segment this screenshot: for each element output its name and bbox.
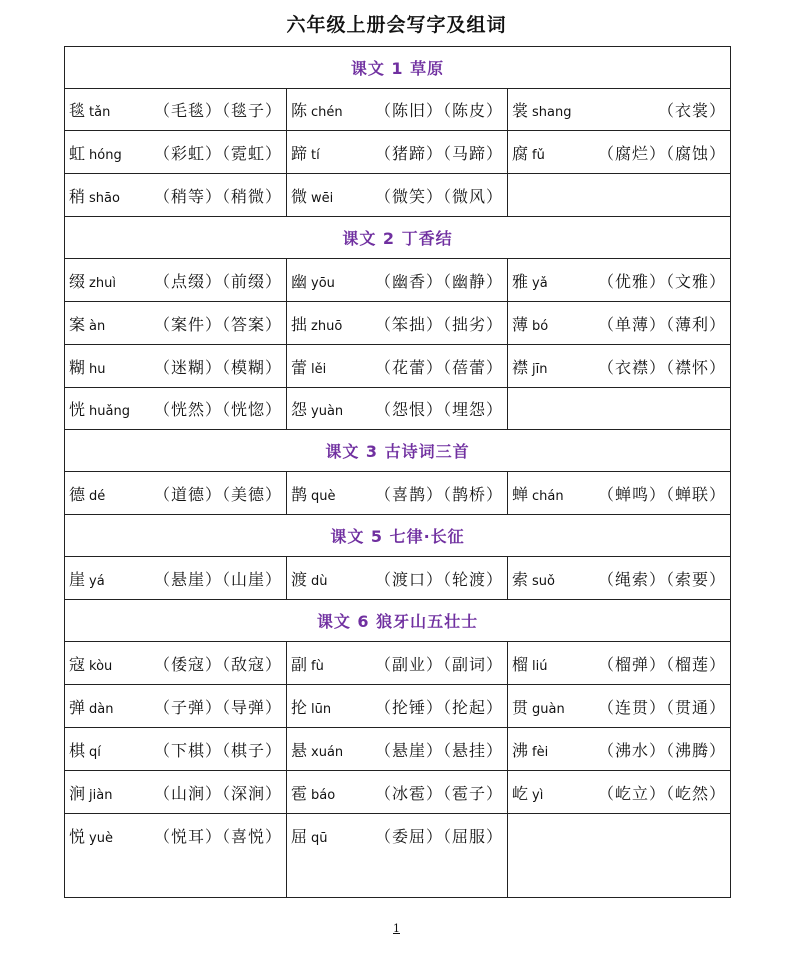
character: 屹: [512, 783, 529, 803]
character-with-pinyin: [69, 269, 116, 292]
lesson-header-row: [65, 47, 731, 89]
character-with-pinyin: [69, 355, 106, 378]
character: 悬: [291, 740, 308, 760]
word-row: [65, 302, 731, 345]
character-with-pinyin: [69, 695, 113, 718]
character-with-pinyin: [512, 482, 564, 505]
word-combinations: （点缀）（前缀）: [153, 271, 282, 291]
word-cell: [65, 472, 287, 515]
word-row: [65, 557, 731, 600]
character: 崖: [69, 569, 86, 589]
word-combinations: （恍然）（恍惚）: [153, 400, 282, 419]
pinyin: xuán: [311, 744, 344, 760]
character-with-pinyin: [69, 141, 122, 164]
character: 悦: [69, 827, 86, 846]
word-row: [65, 685, 731, 728]
character: 薄: [512, 314, 529, 334]
character: 毯: [69, 101, 86, 120]
word-combinations: （怨恨）（埋怨）: [374, 400, 503, 419]
character-with-pinyin: [69, 824, 113, 847]
word-combinations: （彩虹）（霓虹）: [153, 143, 282, 163]
word-combinations: （喜鹊）（鹊桥）: [374, 484, 503, 504]
word-cell: [65, 302, 287, 345]
word-combinations: （案件）（答案）: [153, 314, 282, 334]
character-with-pinyin: [69, 738, 101, 761]
pinyin: yá: [89, 573, 105, 589]
character-with-pinyin: [291, 695, 331, 718]
character: 榴: [512, 654, 529, 674]
character-with-pinyin: [291, 397, 343, 420]
word-row: [65, 174, 731, 217]
character-with-pinyin: [291, 652, 324, 675]
word-combinations: （腐烂）（腐蚀）: [597, 143, 726, 163]
word-combinations: （子弹）（导弹）: [153, 697, 282, 717]
word-cell: [287, 814, 508, 898]
word-cell: [287, 259, 508, 302]
pinyin: tǎn: [89, 105, 111, 120]
word-row: [65, 89, 731, 131]
word-cell: [65, 388, 287, 430]
character: 裳: [512, 101, 529, 120]
character-with-pinyin: [512, 652, 547, 675]
pinyin: yì: [532, 787, 544, 803]
character-with-pinyin: [291, 269, 335, 292]
character: 糊: [69, 357, 86, 377]
word-combinations: （道德）（美德）: [153, 484, 282, 504]
word-cell: [65, 89, 287, 131]
character: 抡: [291, 697, 308, 717]
word-combinations: （悬崖）（山崖）: [153, 569, 282, 589]
character: 怨: [291, 400, 308, 419]
character-with-pinyin: [512, 312, 548, 335]
word-cell: [65, 259, 287, 302]
pinyin: fèi: [532, 744, 549, 760]
word-combinations: （山涧）（深涧）: [153, 783, 282, 803]
pinyin: wēi: [311, 190, 334, 206]
lesson-header-row: [65, 430, 731, 472]
word-row: [65, 642, 731, 685]
word-combinations: （倭寇）（敌寇）: [153, 654, 282, 674]
character: 棋: [69, 740, 86, 760]
word-cell: [508, 642, 731, 685]
character: 陈: [291, 101, 308, 120]
character: 案: [69, 314, 86, 334]
word-cell: [65, 642, 287, 685]
character-with-pinyin: [69, 482, 105, 505]
character-with-pinyin: [69, 184, 120, 207]
character-with-pinyin: [512, 141, 545, 164]
character: 襟: [512, 357, 529, 377]
word-cell: [65, 814, 287, 898]
word-cell: [287, 771, 508, 814]
lesson-title: 课文 5 七律·长征: [65, 515, 731, 557]
word-cell: [508, 472, 731, 515]
character-with-pinyin: [69, 781, 112, 804]
pinyin: yōu: [311, 275, 335, 291]
pinyin: shāo: [89, 190, 120, 206]
pinyin: lěi: [311, 361, 327, 377]
character: 涧: [69, 783, 86, 803]
character: 屈: [291, 827, 308, 846]
word-combinations: （花蕾）（蓓蕾）: [374, 357, 503, 377]
pinyin: yǎ: [532, 275, 548, 291]
word-combinations: （下棋）（棋子）: [153, 740, 282, 760]
word-cell: [287, 345, 508, 388]
word-cell: [508, 814, 731, 898]
pinyin: dàn: [89, 701, 114, 717]
word-cell: [287, 472, 508, 515]
word-cell: [287, 131, 508, 174]
word-cell: [287, 728, 508, 771]
character-with-pinyin: [291, 184, 333, 207]
pinyin: yuàn: [311, 404, 344, 419]
word-cell: [65, 771, 287, 814]
word-row: [65, 388, 731, 430]
word-cell: [287, 642, 508, 685]
word-cell: [287, 302, 508, 345]
pinyin: àn: [89, 318, 106, 334]
word-cell: [508, 174, 731, 217]
lesson-header-row: [65, 515, 731, 557]
character: 雅: [512, 271, 529, 291]
word-row: [65, 345, 731, 388]
character-with-pinyin: [69, 567, 105, 590]
pinyin: guàn: [532, 701, 565, 717]
word-cell: [508, 557, 731, 600]
word-row: [65, 771, 731, 814]
word-cell: [508, 345, 731, 388]
pinyin: què: [311, 488, 336, 504]
character-with-pinyin: [291, 355, 326, 378]
character: 渡: [291, 569, 308, 589]
character: 雹: [291, 783, 308, 803]
character-with-pinyin: [291, 312, 342, 335]
word-cell: [65, 685, 287, 728]
character: 蕾: [291, 357, 308, 377]
word-cell: [287, 174, 508, 217]
pinyin: kòu: [89, 658, 113, 674]
pinyin: jiàn: [89, 787, 113, 803]
pinyin: dé: [89, 488, 106, 504]
character: 副: [291, 654, 308, 674]
character-with-pinyin: [512, 269, 548, 292]
character-with-pinyin: [291, 781, 335, 804]
word-cell: [65, 131, 287, 174]
pinyin: jīn: [532, 361, 548, 377]
word-combinations: （衣襟）（襟怀）: [597, 357, 726, 377]
lesson-header-row: [65, 217, 731, 259]
word-row: [65, 728, 731, 771]
pinyin: fù: [311, 658, 324, 674]
pinyin: hóng: [89, 147, 122, 163]
word-row: [65, 131, 731, 174]
lesson-title: 课文 3 古诗词三首: [65, 430, 731, 472]
word-combinations: （屹立）（屹然）: [597, 783, 726, 803]
word-combinations: （渡口）（轮渡）: [374, 569, 503, 589]
character: 弹: [69, 697, 86, 717]
word-cell: [65, 728, 287, 771]
word-row: [65, 814, 731, 898]
character-with-pinyin: [291, 738, 343, 761]
word-combinations: （笨拙）（拙劣）: [374, 314, 503, 334]
pinyin: qū: [311, 831, 328, 846]
character: 缀: [69, 271, 86, 291]
character-with-pinyin: [291, 98, 343, 121]
character: 幽: [291, 271, 308, 291]
word-combinations: （沸水）（沸腾）: [597, 740, 726, 760]
word-cell: [508, 685, 731, 728]
pinyin: hu: [89, 361, 106, 377]
word-cell: [287, 89, 508, 131]
pinyin: qí: [89, 744, 101, 760]
word-combinations: （迷糊）（模糊）: [153, 357, 282, 377]
pinyin: chán: [532, 488, 564, 504]
word-combinations: （连贯）（贯通）: [597, 697, 726, 717]
pinyin: fǔ: [532, 147, 545, 163]
character-with-pinyin: [512, 738, 548, 761]
character: 蝉: [512, 484, 529, 504]
character: 稍: [69, 186, 86, 206]
word-cell: [287, 557, 508, 600]
pinyin: dù: [311, 573, 328, 589]
word-combinations: （微笑）（微风）: [374, 186, 503, 206]
lesson-title: 课文 2 丁香结: [65, 217, 731, 259]
word-combinations: （绳索）（索要）: [597, 569, 726, 589]
character-with-pinyin: [291, 141, 320, 164]
character-with-pinyin: [512, 695, 565, 718]
pinyin: suǒ: [532, 573, 555, 589]
character-with-pinyin: [291, 482, 336, 505]
word-cell: [508, 728, 731, 771]
character: 恍: [69, 400, 86, 419]
word-cell: [508, 771, 731, 814]
character: 贯: [512, 697, 529, 717]
word-cell: [508, 131, 731, 174]
word-combinations: （衣裳）: [657, 101, 726, 120]
pinyin: chén: [311, 105, 343, 120]
character: 蹄: [291, 143, 308, 163]
character: 沸: [512, 740, 529, 760]
character-with-pinyin: [512, 355, 547, 378]
pinyin: huǎng: [89, 404, 130, 419]
lesson-title: 课文 6 狼牙山五壮士: [65, 600, 731, 642]
word-combinations: （委屈）（屈服）: [374, 827, 503, 846]
character: 微: [291, 186, 308, 206]
word-cell: [508, 89, 731, 131]
character-with-pinyin: [512, 98, 572, 121]
character-with-pinyin: [512, 781, 543, 804]
word-combinations: （陈旧）（陈皮）: [374, 101, 503, 120]
word-combinations: （抡锤）（抡起）: [374, 697, 503, 717]
word-cell: [65, 174, 287, 217]
word-row: [65, 472, 731, 515]
lesson-header-row: [65, 600, 731, 642]
character: 虹: [69, 143, 86, 163]
word-combinations: （单薄）（薄利）: [597, 314, 726, 334]
pinyin: lūn: [311, 701, 332, 717]
pinyin: báo: [311, 787, 336, 803]
character-with-pinyin: [291, 567, 328, 590]
word-cell: [508, 302, 731, 345]
pinyin: yuè: [89, 831, 113, 846]
pinyin: bó: [532, 318, 549, 334]
character: 鹊: [291, 484, 308, 504]
vocabulary-table: [64, 46, 731, 898]
word-combinations: （优雅）（文雅）: [597, 271, 726, 291]
lesson-title: 课文 1 草原: [65, 47, 731, 89]
character-with-pinyin: [69, 312, 105, 335]
character-with-pinyin: [512, 186, 516, 205]
word-cell: [508, 259, 731, 302]
word-combinations: （蝉鸣）（蝉联）: [597, 484, 726, 504]
character-with-pinyin: [512, 567, 555, 590]
character: 寇: [69, 654, 86, 674]
character-with-pinyin: [69, 652, 112, 675]
character-with-pinyin: [512, 824, 516, 843]
character: 腐: [512, 143, 529, 163]
word-combinations: （毛毯）（毯子）: [153, 101, 282, 120]
word-row: [65, 259, 731, 302]
word-combinations: （悦耳）（喜悦）: [153, 827, 282, 846]
character: 索: [512, 569, 529, 589]
word-combinations: （稍等）（稍微）: [153, 186, 282, 206]
word-cell: [65, 345, 287, 388]
word-cell: [287, 388, 508, 430]
pinyin: zhuì: [89, 275, 116, 291]
pinyin: liú: [532, 658, 548, 674]
character-with-pinyin: [69, 98, 110, 121]
word-cell: [65, 557, 287, 600]
pinyin: zhuō: [311, 318, 343, 334]
pinyin: tí: [311, 147, 320, 163]
word-combinations: （副业）（副词）: [374, 654, 503, 674]
word-combinations: （榴弹）（榴莲）: [597, 654, 726, 674]
word-combinations: （猪蹄）（马蹄）: [374, 143, 503, 163]
character: 德: [69, 484, 86, 504]
word-cell: [508, 388, 731, 430]
pinyin: shang: [532, 105, 572, 120]
page-number: 1: [393, 922, 400, 935]
word-cell: [287, 685, 508, 728]
word-combinations: （幽香）（幽静）: [374, 271, 503, 291]
character-with-pinyin: [512, 399, 516, 418]
word-combinations: （悬崖）（悬挂）: [374, 740, 503, 760]
page-title: 六年级上册会写字及组词: [286, 14, 507, 36]
character-with-pinyin: [291, 824, 328, 847]
character: 拙: [291, 314, 308, 334]
character-with-pinyin: [69, 397, 130, 420]
word-combinations: （冰雹）（雹子）: [374, 783, 503, 803]
